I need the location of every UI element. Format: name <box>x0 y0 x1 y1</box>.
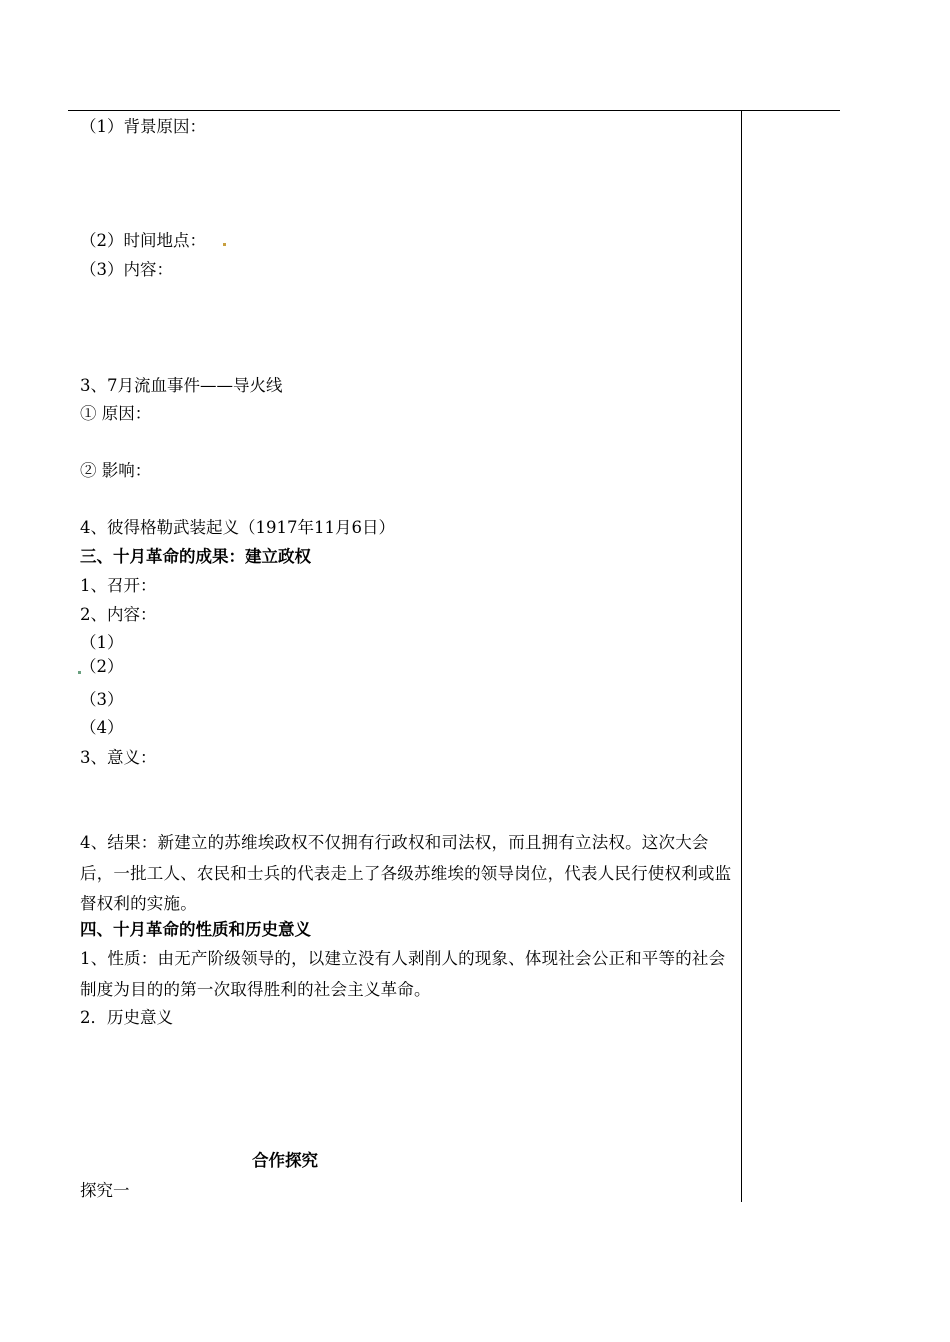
inquiry-one: 探究一 <box>80 1181 130 1200</box>
uprising-line: 4、彼得格勒武装起义（1917年11月6日） <box>80 518 395 537</box>
marker-dot <box>223 243 226 246</box>
section3-heading: 三、十月革命的成果：建立政权 <box>80 547 311 566</box>
item-content: （3）内容： <box>80 260 173 279</box>
table-column-divider <box>741 111 742 1202</box>
table-top-border <box>68 110 840 111</box>
sub-item-3: （3） <box>80 690 124 709</box>
july-events-heading: 3、7月流血事件——导火线 <box>80 376 283 395</box>
section3-significance: 3、意义： <box>80 748 157 767</box>
july-events-cause: ① 原因： <box>80 404 152 423</box>
sub-item-4: （4） <box>80 718 124 737</box>
cooperative-heading: 合作探究 <box>252 1151 318 1170</box>
sub-item-1: （1） <box>80 633 124 652</box>
section3-convene: 1、召开： <box>80 576 157 595</box>
item-background: （1）背景原因： <box>80 117 206 136</box>
section4-nature-paragraph: 1、性质：由无产阶级领导的，以建立没有人剥削人的现象、体现社会公正和平等的社会制度为目的的第一次取得胜利的社会主义革命。 <box>80 949 726 999</box>
sub-item-2: （2） <box>80 657 124 676</box>
section3-content: 2、内容： <box>80 605 157 624</box>
section4-historical-significance: 2．历史意义 <box>80 1008 173 1027</box>
section4-heading: 四、十月革命的性质和历史意义 <box>80 920 311 939</box>
item-time-place: （2）时间地点： <box>80 231 206 250</box>
section3-result-paragraph: 4、结果：新建立的苏维埃政权不仅拥有行政权和司法权，而且拥有立法权。这次大会后，一批工人、农民和士兵的代表走上了各级苏维埃的领导岗位，代表人民行使权利或监督权利的实施。 <box>80 833 732 913</box>
july-events-impact: ② 影响： <box>80 461 152 480</box>
